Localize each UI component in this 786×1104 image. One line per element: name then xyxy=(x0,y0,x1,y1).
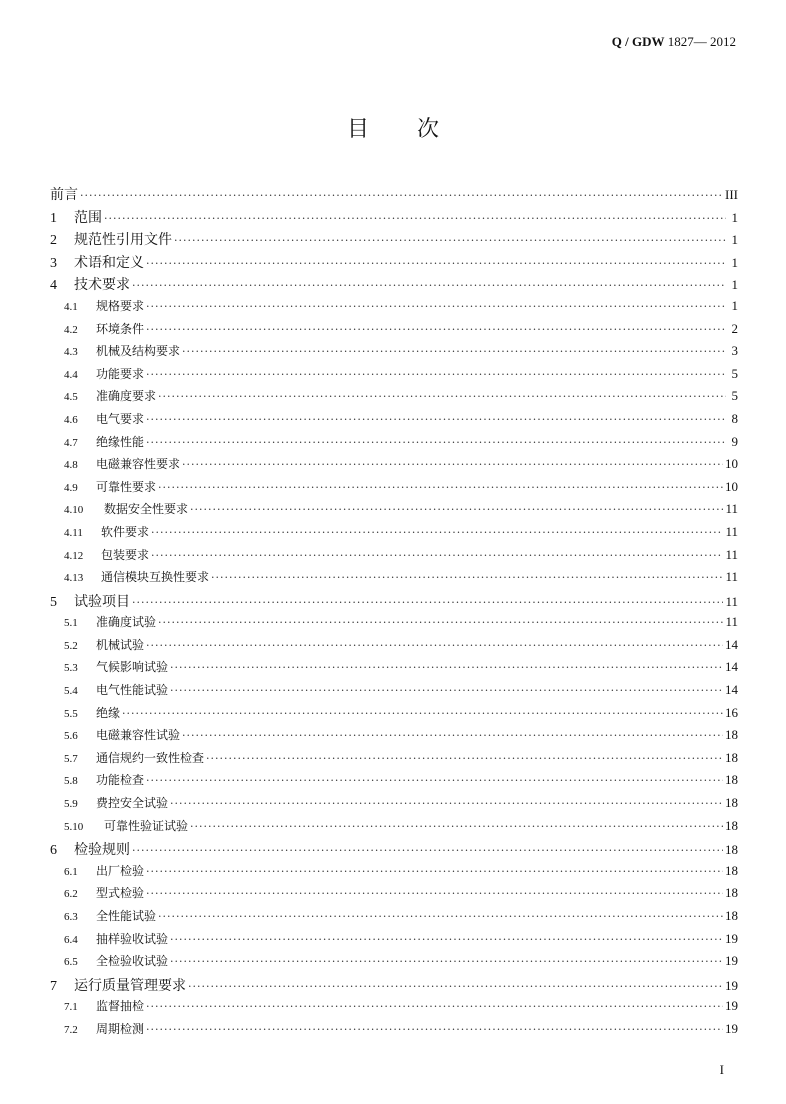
toc-entry-page: 19 xyxy=(725,977,738,993)
toc-entry-title: 技术要求 xyxy=(74,277,130,294)
toc-entry[interactable] xyxy=(50,568,738,591)
toc-entry-title: 数据安全性要求 xyxy=(104,502,189,517)
toc-entry[interactable] xyxy=(50,478,738,501)
toc-dot-leader xyxy=(146,323,726,336)
toc-entry-page: 14 xyxy=(725,659,738,675)
toc-entry-page: 9 xyxy=(731,433,738,449)
toc-entry[interactable] xyxy=(50,975,738,998)
toc-entry[interactable] xyxy=(50,252,738,275)
toc-entry[interactable] xyxy=(50,771,738,794)
toc-entry[interactable] xyxy=(50,546,738,569)
toc-entry[interactable] xyxy=(50,884,738,907)
toc-entry[interactable] xyxy=(50,342,738,365)
toc-entry-page: 10 xyxy=(725,478,738,494)
toc-entry-title: 绝缘性能 xyxy=(96,434,145,449)
toc-entry-number: 4.6 xyxy=(64,413,78,426)
toc-entry-page: 1 xyxy=(731,232,738,248)
toc-entry-page: III xyxy=(725,187,738,202)
toc-entry-number: 4.12 xyxy=(64,549,84,562)
toc-entry[interactable] xyxy=(50,229,738,252)
toc-entry-number: 4.3 xyxy=(64,346,78,359)
toc-entry-number: 4.10 xyxy=(64,504,84,517)
toc-entry-page: 1 xyxy=(731,277,738,293)
toc-entry-number: 5 xyxy=(50,594,57,610)
toc-entry[interactable] xyxy=(50,817,738,840)
toc-dot-leader xyxy=(206,752,723,765)
toc-entry-number: 7.2 xyxy=(64,1023,78,1036)
toc-dot-leader xyxy=(182,345,726,358)
toc-entry-number: 5.1 xyxy=(64,617,78,630)
toc-dot-leader xyxy=(146,1023,723,1036)
table-of-contents xyxy=(50,184,738,1043)
toc-entry[interactable] xyxy=(50,523,738,546)
toc-entry-number: 5.4 xyxy=(64,685,78,698)
toc-entry-title: 检验规则 xyxy=(74,842,130,859)
toc-dot-leader xyxy=(170,933,723,946)
toc-entry-page: 16 xyxy=(725,704,738,720)
toc-entry-title: 准确度要求 xyxy=(96,389,157,404)
toc-entry[interactable] xyxy=(50,184,738,207)
toc-entry-title: 规格要求 xyxy=(96,298,145,313)
toc-entry-title: 可靠性要求 xyxy=(96,479,157,494)
toc-entry-number: 4.1 xyxy=(64,300,78,313)
toc-entry-page: 1 xyxy=(731,297,738,313)
toc-dot-leader xyxy=(104,212,726,225)
toc-entry-title: 前言 xyxy=(50,187,78,203)
toc-entry-title: 抽样验收试验 xyxy=(96,931,169,946)
toc-entry[interactable] xyxy=(50,320,738,343)
toc-entry-page: 18 xyxy=(725,772,738,788)
toc-entry[interactable] xyxy=(50,681,738,704)
toc-dot-leader xyxy=(182,729,723,742)
toc-dot-leader xyxy=(151,526,723,539)
toc-entry-number: 7 xyxy=(50,978,57,994)
document-code-prefix: Q / GDW xyxy=(611,34,665,49)
toc-entry-title: 试验项目 xyxy=(74,593,130,610)
document-code xyxy=(612,34,736,50)
toc-entry-title: 电磁兼容性要求 xyxy=(96,457,181,472)
toc-entry[interactable] xyxy=(50,636,738,659)
toc-dot-leader xyxy=(170,661,723,674)
toc-dot-leader xyxy=(158,481,723,494)
toc-entry[interactable] xyxy=(50,726,738,749)
document-code-number: 1827— 2012 xyxy=(664,34,736,49)
toc-dot-leader xyxy=(188,980,723,993)
toc-entry-title: 包装要求 xyxy=(101,547,150,562)
toc-entry-page: 18 xyxy=(725,908,738,923)
toc-entry-page: 11 xyxy=(725,614,738,630)
toc-dot-leader xyxy=(170,684,723,697)
toc-dot-leader xyxy=(146,368,726,381)
toc-dot-leader xyxy=(132,596,723,609)
toc-entry-title: 电气要求 xyxy=(96,411,145,426)
toc-entry-number: 3 xyxy=(50,255,57,271)
toc-dot-leader xyxy=(190,820,723,833)
toc-entry-title: 通信规约一致性检查 xyxy=(96,750,205,765)
toc-entry-title: 功能要求 xyxy=(96,366,145,381)
toc-entry[interactable] xyxy=(50,1020,738,1043)
toc-entry[interactable] xyxy=(50,658,738,681)
toc-entry-title: 软件要求 xyxy=(101,524,150,539)
toc-entry-page: 11 xyxy=(725,523,738,539)
toc-entry[interactable] xyxy=(50,952,738,975)
toc-entry-page: 18 xyxy=(725,749,738,765)
toc-entry-page: 18 xyxy=(725,727,738,743)
toc-dot-leader xyxy=(158,910,723,923)
toc-entry[interactable] xyxy=(50,410,738,433)
toc-entry-title: 监督抽检 xyxy=(96,999,145,1014)
toc-dot-leader xyxy=(146,413,726,426)
toc-entry-number: 6.3 xyxy=(64,911,78,923)
toc-entry-number: 6.4 xyxy=(64,933,78,946)
toc-entry-number: 4.13 xyxy=(64,572,84,585)
toc-entry-number: 4.4 xyxy=(64,368,78,381)
toc-entry[interactable] xyxy=(50,794,738,817)
toc-entry-page: 19 xyxy=(725,930,738,946)
toc-entry-page: 18 xyxy=(725,885,738,901)
toc-entry-page: 5 xyxy=(731,388,738,404)
toc-entry-title: 功能检查 xyxy=(96,773,145,788)
toc-entry-page: 3 xyxy=(731,343,738,359)
toc-dot-leader xyxy=(146,639,723,652)
toc-entry[interactable] xyxy=(50,274,738,297)
toc-entry-number: 6.2 xyxy=(64,888,78,901)
toc-entry-number: 6.1 xyxy=(64,865,78,878)
toc-entry-title: 可靠性验证试验 xyxy=(104,818,189,833)
toc-entry-number: 4.5 xyxy=(64,391,78,404)
toc-dot-leader xyxy=(146,1000,723,1013)
toc-dot-leader xyxy=(132,279,726,292)
toc-entry-page: 11 xyxy=(725,501,738,517)
toc-entry-number: 4.8 xyxy=(64,459,78,472)
toc-entry[interactable] xyxy=(50,930,738,953)
toc-entry[interactable] xyxy=(50,613,738,636)
toc-entry[interactable] xyxy=(50,591,738,614)
toc-entry-number: 6.5 xyxy=(64,956,78,969)
toc-entry-page: 8 xyxy=(731,410,738,426)
toc-dot-leader xyxy=(132,844,723,857)
toc-entry-title: 绝缘 xyxy=(96,705,121,720)
toc-entry-number: 4.7 xyxy=(64,436,78,449)
toc-dot-leader xyxy=(122,707,723,720)
toc-entry-title: 出厂检验 xyxy=(96,863,145,878)
toc-entry-page: 19 xyxy=(725,1020,738,1036)
toc-dot-leader xyxy=(174,234,726,247)
toc-entry-page: 14 xyxy=(725,682,738,698)
toc-entry-title: 电磁兼容性试验 xyxy=(96,728,181,743)
toc-entry[interactable] xyxy=(50,387,738,410)
toc-dot-leader xyxy=(146,887,723,900)
toc-entry-number: 4.9 xyxy=(64,481,78,494)
toc-entry-page: 14 xyxy=(725,636,738,652)
toc-entry-number: 4.2 xyxy=(64,323,78,336)
toc-dot-leader xyxy=(158,616,723,629)
toc-dot-leader xyxy=(80,189,723,202)
toc-entry-number: 7.1 xyxy=(64,1001,78,1014)
toc-entry-title: 环境条件 xyxy=(96,321,145,336)
toc-entry-page: 2 xyxy=(731,320,738,336)
toc-entry-page: 5 xyxy=(731,365,738,381)
toc-dot-leader xyxy=(146,300,726,313)
toc-entry-number: 4 xyxy=(50,278,57,294)
toc-entry-page: 18 xyxy=(725,817,738,833)
toc-dot-leader xyxy=(170,955,723,968)
toc-entry-page: 1 xyxy=(731,254,738,270)
toc-entry-page: 18 xyxy=(725,842,738,858)
toc-entry[interactable] xyxy=(50,297,738,320)
toc-entry-title: 通信模块互换性要求 xyxy=(101,570,210,585)
toc-entry-number: 5.8 xyxy=(64,775,78,788)
toc-entry[interactable] xyxy=(50,704,738,727)
toc-entry-title: 全检验收试验 xyxy=(96,954,169,969)
toc-dot-leader xyxy=(146,257,726,270)
toc-entry-title: 范围 xyxy=(74,209,102,226)
toc-entry-title: 电气性能试验 xyxy=(96,683,169,698)
toc-entry-page: 19 xyxy=(725,953,738,969)
toc-entry-page: 1 xyxy=(731,209,738,225)
toc-entry-page: 11 xyxy=(725,593,738,609)
toc-entry-title: 机械及结构要求 xyxy=(96,344,181,359)
toc-dot-leader xyxy=(146,436,726,449)
toc-entry[interactable] xyxy=(50,433,738,456)
toc-entry-number: 6 xyxy=(50,843,57,859)
toc-dot-leader xyxy=(211,571,723,584)
toc-entry-title: 型式检验 xyxy=(96,886,145,901)
toc-entry-page: 18 xyxy=(725,862,738,878)
toc-entry-title: 气候影响试验 xyxy=(96,660,169,675)
toc-entry-title: 周期检测 xyxy=(96,1021,145,1036)
page-number: I xyxy=(719,1062,724,1077)
toc-entry-number: 4.11 xyxy=(64,526,83,539)
toc-entry-number: 5.3 xyxy=(64,662,78,675)
toc-entry-page: 11 xyxy=(725,546,738,562)
toc-dot-leader xyxy=(151,549,723,562)
page-title: 目次 xyxy=(346,117,487,142)
toc-dot-leader xyxy=(170,797,723,810)
toc-entry[interactable] xyxy=(50,749,738,772)
toc-entry-title: 术语和定义 xyxy=(74,254,144,271)
toc-entry[interactable] xyxy=(50,500,738,523)
toc-entry[interactable] xyxy=(50,862,738,885)
toc-entry-page: 18 xyxy=(725,795,738,811)
toc-entry-number: 5.9 xyxy=(64,798,78,811)
toc-entry-number: 5.7 xyxy=(64,752,78,765)
toc-entry[interactable] xyxy=(50,455,738,478)
toc-entry-title: 机械试验 xyxy=(96,637,145,652)
toc-entry[interactable] xyxy=(50,207,738,230)
toc-entry-page: 11 xyxy=(725,569,738,585)
toc-entry-title: 费控安全试验 xyxy=(96,796,169,811)
toc-entry-number: 1 xyxy=(50,210,57,226)
toc-entry[interactable] xyxy=(50,997,738,1020)
toc-dot-leader xyxy=(146,865,723,878)
toc-entry-page: 19 xyxy=(725,998,738,1014)
toc-entry[interactable] xyxy=(50,907,738,930)
toc-entry[interactable] xyxy=(50,839,738,862)
toc-dot-leader xyxy=(190,503,723,516)
toc-entry-title: 全性能试验 xyxy=(96,909,157,923)
toc-entry[interactable] xyxy=(50,365,738,388)
toc-entry-number: 5.6 xyxy=(64,730,78,743)
toc-entry-title: 准确度试验 xyxy=(96,615,157,630)
toc-entry-number: 5.2 xyxy=(64,639,78,652)
toc-entry-number: 5.10 xyxy=(64,820,84,833)
toc-dot-leader xyxy=(146,774,723,787)
toc-dot-leader xyxy=(182,458,723,471)
toc-entry-number: 2 xyxy=(50,233,57,249)
toc-entry-number: 5.5 xyxy=(64,707,78,720)
toc-entry-page: 10 xyxy=(725,456,738,472)
toc-dot-leader xyxy=(158,390,726,403)
toc-entry-title: 运行质量管理要求 xyxy=(74,977,186,994)
toc-entry-title: 规范性引用文件 xyxy=(74,232,172,249)
